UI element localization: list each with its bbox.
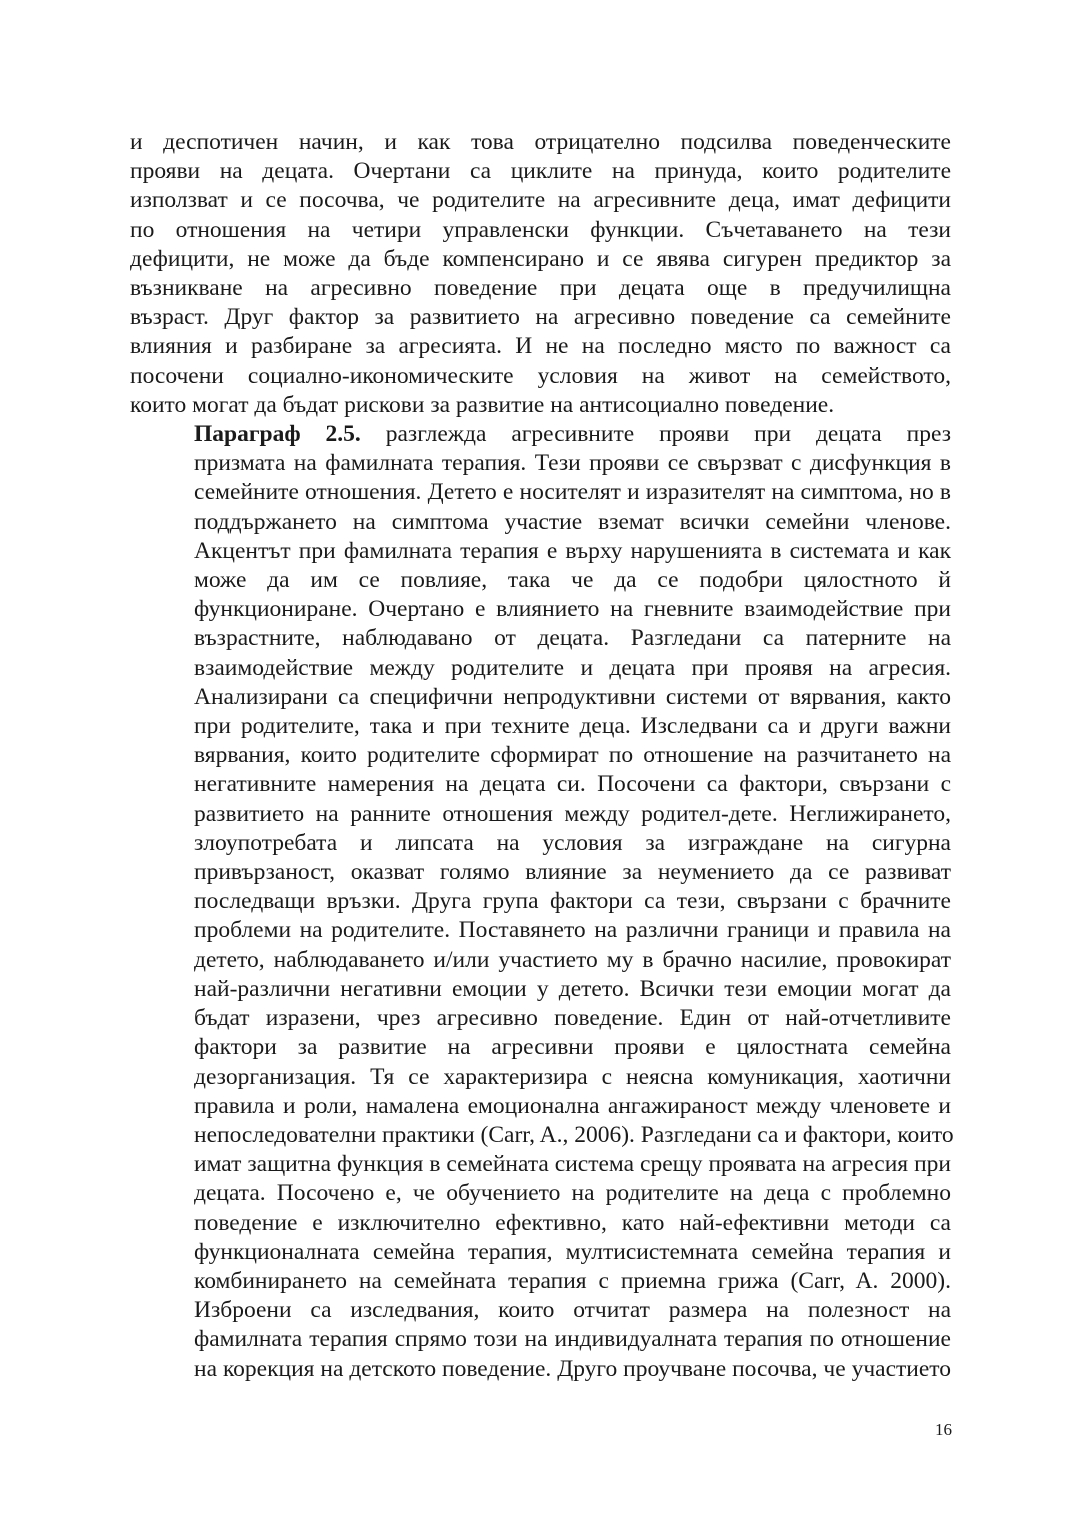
text-line: при родителите, така и при техните деца. Изследвани са и други важни <box>194 713 951 740</box>
text-line: негативните намерения на децата си. Посочени са фактори, свързани с <box>194 771 951 798</box>
text-line: детето, наблюдаването и/или участието му в брачно насилие, провокират <box>194 946 951 973</box>
text-line: фактори за развитие на агресивни прояви е цялостната семейна <box>194 1034 951 1061</box>
text-line: по отношения на четири управленски функции. Съчетаването на тези <box>130 216 951 243</box>
text-line: имат защитна функция в семейната система срещу проявата на агресия при <box>194 1151 951 1178</box>
text-line: най-различни негативни емоции у детето. Всички тези емоции могат да <box>194 975 951 1002</box>
text-line: призмата на фамилната терапия. Тези прояви се свързват с дисфункция в <box>194 450 951 477</box>
text-line: поведение е изключително ефективно, като най-ефективни методи са <box>194 1209 951 1236</box>
text-line: на корекция на детското поведение. Друго проучване посочва, че участието <box>194 1355 951 1382</box>
text-line: прояви на децата. Очертани са циклите на принуда, които родителите <box>130 158 951 185</box>
text-line: семейните отношения. Детето е носителят и изразителят на симптома, но в <box>194 479 951 506</box>
text-line: дезорганизация. Тя се характеризира с неясна комуникация, хаотични <box>194 1063 951 1090</box>
text-line-first <box>130 420 951 449</box>
text-line: посочени социално-икономическите условия на живот на семейството, <box>130 362 951 389</box>
paragraph-section-2-5 <box>130 420 954 1384</box>
text-line: децата. Посочено е, че обучението на родителите на деца с проблемно <box>194 1180 951 1207</box>
page-number: 16 <box>935 1420 952 1439</box>
body-text <box>130 128 954 1384</box>
text-line: възраст. Друг фактор за развитието на агресивно поведение са семейните <box>130 304 951 331</box>
text-line: влияния и разбиране за агресията. И не на последно място по важност са <box>130 333 951 360</box>
text-line: възрастните, наблюдавано от децата. Разгледани са патерните на <box>194 625 951 652</box>
text-line: може да им се повлияе, така че да се подобри цялостното й <box>194 567 951 594</box>
section-heading-inline: Параграф 2.5. <box>194 421 361 448</box>
text-line: привързаност, оказват голямо влияние за неумението да се развиват <box>194 859 951 886</box>
text-line: Изброени са изследвания, които отчитат размера на полезност на <box>194 1297 951 1324</box>
text-line: проблеми на родителите. Поставянето на различни граници и правила на <box>194 917 951 944</box>
text-line: взаимодействие между родителите и децата при проявя на агресия. <box>194 654 951 681</box>
text-line: правила и роли, намалена емоционална ангажираност между членовете и <box>194 1092 951 1119</box>
text-line: вярвания, които родителите сформират по отношение на разчитането на <box>194 742 951 769</box>
text-line: комбинирането на семейната терапия с приемна грижа (Carr, A. 2000). <box>194 1267 951 1294</box>
text-line: които могат да бъдат рискови за развитие на антисоциално поведение. <box>130 391 835 418</box>
text-line: злоупотребата и липсата на условия за изграждане на сигурна <box>194 829 951 856</box>
text-line: функциониране. Очертано е влиянието на гневните взаимодействие при <box>194 596 951 623</box>
text-fragment: разглежда агресивните прояви при децата през <box>360 421 951 448</box>
text-line: фамилната терапия спрямо този на индивидуалната терапия по отношение <box>194 1326 951 1353</box>
text-line: развитието на ранните отношения между родител-дете. Неглижирането, <box>194 800 951 827</box>
text-line: бъдат изразени, чрез агресивно поведение. Един от най-отчетливите <box>194 1005 951 1032</box>
text-line: Анализирани са специфични непродуктивни системи от вярвания, както <box>194 683 951 710</box>
text-line: възникване на агресивно поведение при децата още в предучилищна <box>130 275 951 302</box>
text-line: последващи връзки. Друга група фактори са тези, свързани с брачните <box>194 888 951 915</box>
text-line: поддържането на симптома участие вземат всички семейни членове. <box>194 508 951 535</box>
paragraph-family-influences <box>130 128 951 420</box>
text-line: Акцентът при фамилната терапия е върху нарушенията в системата и как <box>194 537 951 564</box>
text-line: използват и се посочва, че родителите на агресивните деца, имат дефицити <box>130 187 951 214</box>
text-line: дефицити, не може да бъде компенсирано и се явява сигурен предиктор за <box>130 245 951 272</box>
text-line: непоследователни практики (Carr, A., 2006). Разгледани са и фактори, които <box>194 1121 954 1148</box>
text-line: функционалната семейна терапия, мултисистемната семейна терапия и <box>194 1238 951 1265</box>
text-line: и деспотичен начин, и как това отрицателно подсилва поведенческите <box>130 129 951 155</box>
